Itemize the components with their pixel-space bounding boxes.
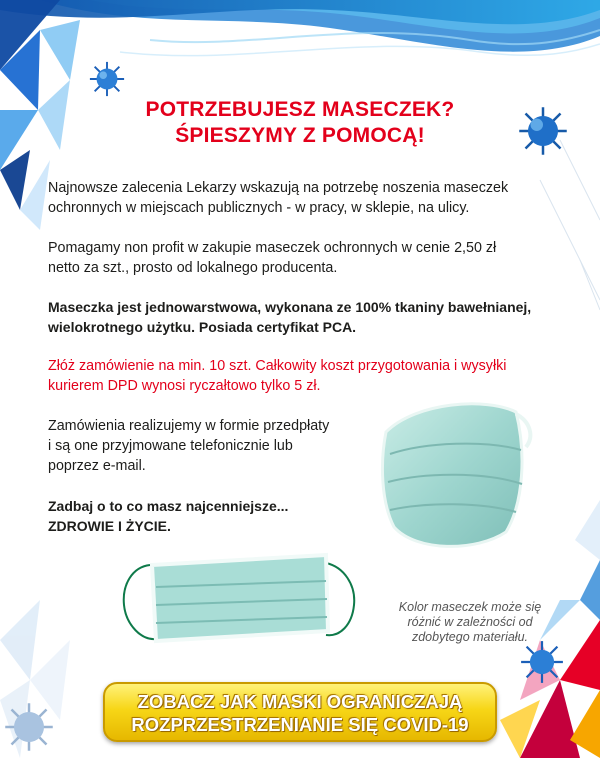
color-note: [380, 600, 560, 645]
page-title: POTRZEBUJESZ MASECZEK?: [145, 98, 455, 121]
virus-icon: [520, 640, 564, 684]
paragraph-payment: [48, 416, 348, 476]
face-mask-image: [112, 545, 368, 650]
text-line: netto za szt., prosto od lokalnego producenta.: [48, 260, 338, 276]
button-label-line1: ZOBACZ JAK MASKI OGRANICZAJĄ: [137, 691, 463, 712]
text-line: i są one przyjmowane telefonicznie lub: [48, 438, 293, 454]
text-line: różnić w zależności od: [407, 615, 533, 629]
text-line: Kolor maseczek może się: [398, 600, 542, 614]
virus-icon: [4, 702, 54, 752]
paragraph-material: [48, 297, 563, 337]
text-line: Zadbaj o to co masz najcenniejsze...: [48, 498, 289, 514]
text-line: Pomagamy non profit w zakupie maseczek ochronnych w cenie 2,50 zł: [48, 240, 497, 256]
page-subtitle: ŚPIESZYMY Z POMOCĄ!: [175, 124, 425, 147]
paragraph-order-info: [48, 356, 563, 396]
text-line: ZDROWIE I ŻYCIE.: [48, 518, 171, 534]
button-label-line2: ROZPRZESTRZENIANIE SIĘ COVID-19: [131, 714, 469, 735]
text-line: ochronnych w miejscach publicznych - w pracy, w sklepie, na ulicy.: [48, 200, 470, 216]
text-line: Najnowsze zalecenia Lekarzy wskazują na potrzebę noszenia maseczek: [48, 180, 509, 196]
text-line: poprzez e-mail.: [48, 458, 146, 474]
text-line: kurierem DPD wynosi ryczałtowo tylko 5 zł.: [48, 378, 321, 394]
covid-info-button[interactable]: [103, 682, 497, 742]
text-line: zdobytego materiału.: [411, 630, 529, 644]
text-line: Złóż zamówienie na min. 10 szt. Całkowity koszt przygotowania i wysyłki: [48, 358, 507, 374]
text-line: Zamówienia realizujemy w formie przedpłaty: [48, 418, 330, 434]
paragraph-price: [48, 238, 563, 278]
text-line: Maseczka jest jednowarstwowa, wykonana ze 100% tkaniny bawełnianej,: [48, 299, 532, 315]
paragraph-slogan: [48, 496, 368, 536]
text-line: wielokrotnego użytku. Posiada certyfikat PCA.: [48, 319, 357, 335]
virus-icon: [88, 60, 126, 98]
face-mask-image: [376, 392, 536, 562]
paragraph-recommendations: [48, 178, 563, 218]
